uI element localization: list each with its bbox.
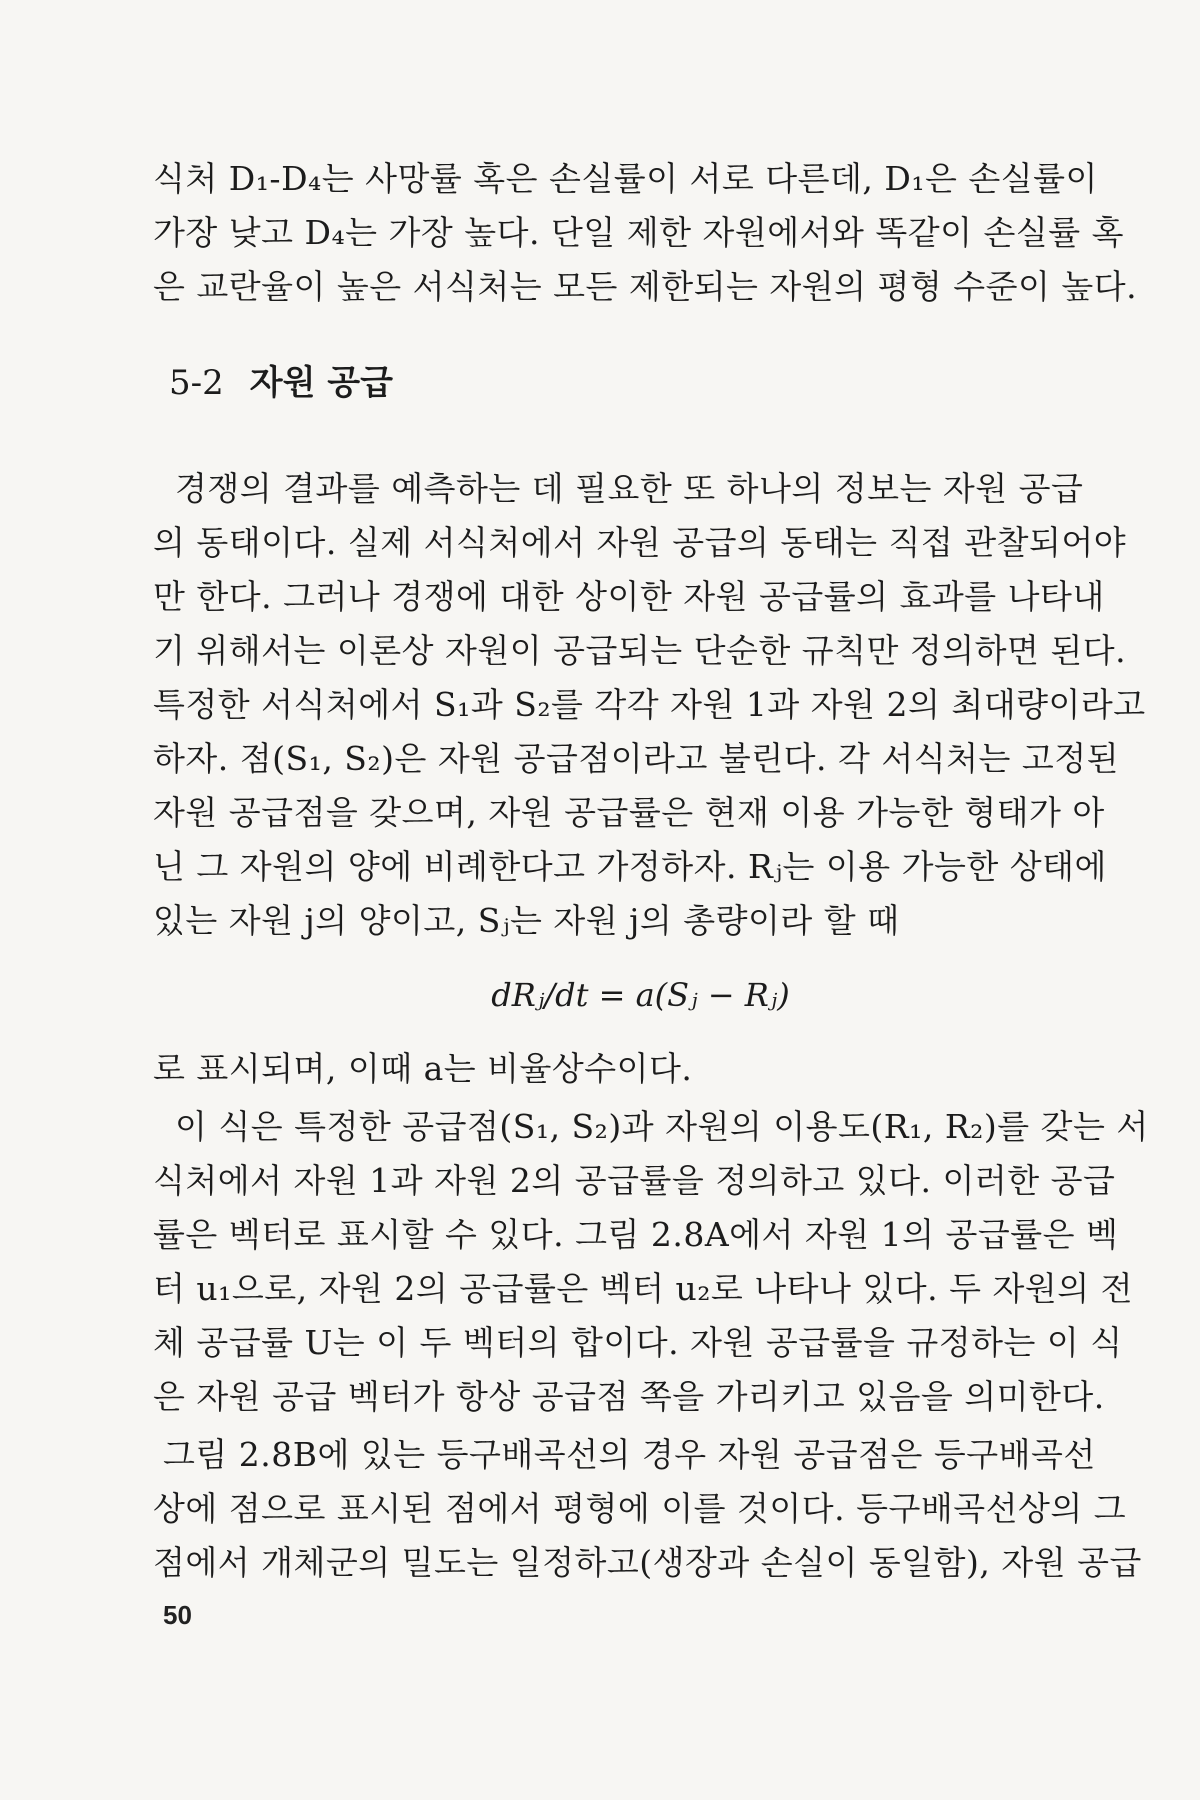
- text-line: 만 한다. 그러나 경쟁에 대한 상이한 자원 공급률의 효과를 나타내: [153, 577, 1105, 616]
- text-line: 닌 그 자원의 양에 비례한다고 가정하자. Rⱼ는 이용 가능한 상태에: [153, 847, 1107, 886]
- text-line: 터 u₁으로, 자원 2의 공급률은 벡터 u₂로 나타나 있다. 두 자원의 전: [153, 1269, 1134, 1308]
- paragraph-1: [153, 152, 1138, 314]
- text-line: 기 위해서는 이론상 자원이 공급되는 단순한 규칙만 정의하면 된다.: [153, 631, 1127, 670]
- paragraph-4: [153, 1100, 1149, 1424]
- page-number: 50: [163, 1600, 192, 1630]
- section-heading: [169, 358, 1048, 408]
- equation: dRⱼ/dt = a(Sⱼ − Rⱼ): [491, 976, 790, 1014]
- text-line: 상에 점으로 표시된 점에서 평형에 이를 것이다. 등구배곡선상의 그: [153, 1489, 1127, 1528]
- text-line: 로 표시되며, 이때 a는 비율상수이다.: [153, 1049, 693, 1088]
- page-body: [153, 152, 1149, 1590]
- text-line: 점에서 개체군의 밀도는 일정하고(생장과 손실이 동일함), 자원 공급: [153, 1543, 1142, 1582]
- text-line: 은 자원 공급 벡터가 항상 공급점 쪽을 가리키고 있음을 의미한다.: [153, 1377, 1105, 1416]
- text-line: 하자. 점(S₁, S₂)은 자원 공급점이라고 불린다. 각 서식처는 고정된: [153, 739, 1120, 778]
- text-line: 식처 D₁-D₄는 사망률 혹은 손실률이 서로 다른데, D₁은 손실률이: [153, 159, 1098, 198]
- paragraph-2: [153, 462, 1146, 948]
- text-line: 자원 공급점을 갖으며, 자원 공급률은 현재 이용 가능한 형태가 아: [153, 793, 1105, 832]
- text-line: 가장 낮고 D₄는 가장 높다. 단일 제한 자원에서와 똑같이 손실률 혹: [153, 213, 1125, 252]
- section-title: 자원 공급: [249, 363, 393, 403]
- text-line: 특정한 서식처에서 S₁과 S₂를 각각 자원 1과 자원 2의 최대량이라고: [153, 685, 1146, 724]
- text-line: 그림 2.8B에 있는 등구배곡선의 경우 자원 공급점은 등구배곡선: [163, 1435, 1096, 1474]
- paragraph-5: [153, 1428, 1142, 1590]
- section-number: 5-2: [169, 363, 224, 403]
- paragraph-3: [153, 1042, 1048, 1096]
- text-line: 있는 자원 j의 양이고, Sⱼ는 자원 j의 총량이라 할 때: [153, 901, 900, 940]
- text-line: 경쟁의 결과를 예측하는 데 필요한 또 하나의 정보는 자원 공급: [175, 469, 1084, 508]
- text-line: 률은 벡터로 표시할 수 있다. 그림 2.8A에서 자원 1의 공급률은 벡: [153, 1215, 1119, 1254]
- text-line: 식처에서 자원 1과 자원 2의 공급률을 정의하고 있다. 이러한 공급: [153, 1161, 1116, 1200]
- text-line: 이 식은 특정한 공급점(S₁, S₂)과 자원의 이용도(R₁, R₂)를 갖는 서: [175, 1107, 1149, 1146]
- text-line: 은 교란율이 높은 서식처는 모든 제한되는 자원의 평형 수준이 높다.: [153, 267, 1138, 306]
- text-line: 의 동태이다. 실제 서식처에서 자원 공급의 동태는 직접 관찰되어야: [153, 523, 1127, 562]
- text-line: 체 공급률 U는 이 두 벡터의 합이다. 자원 공급률을 규정하는 이 식: [153, 1323, 1123, 1362]
